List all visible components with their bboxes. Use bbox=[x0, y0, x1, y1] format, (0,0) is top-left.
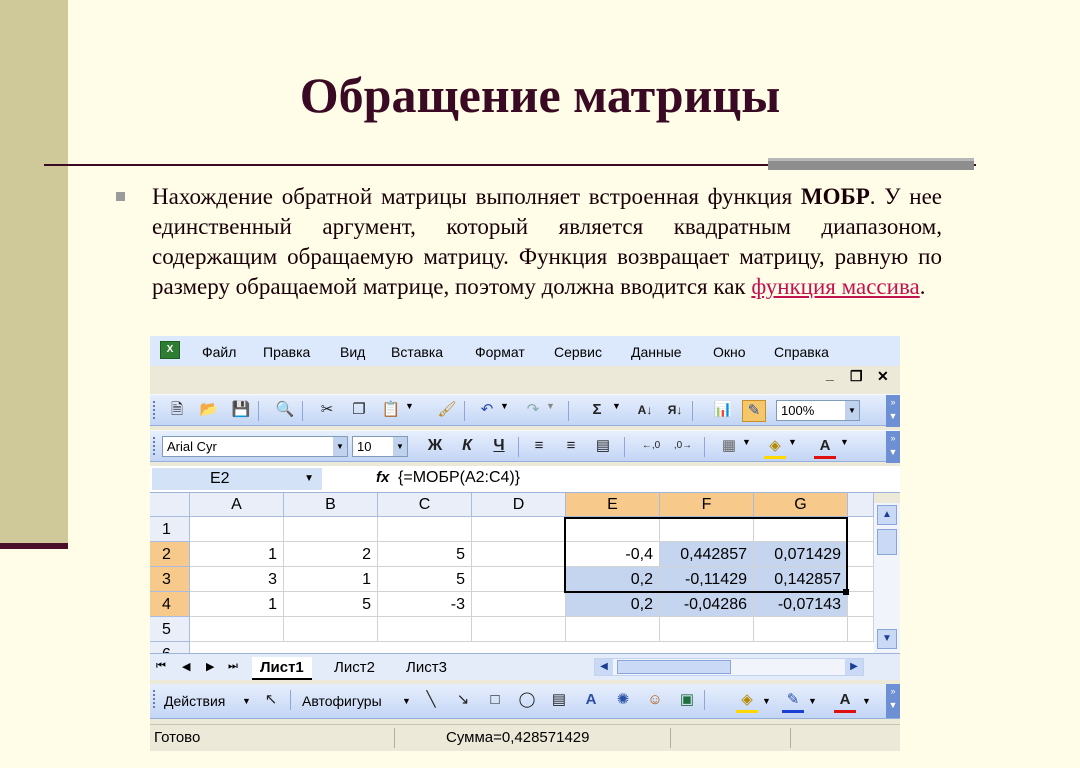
fill-color-icon[interactable]: ◈ bbox=[764, 436, 786, 459]
autoshapes-dropdown-icon[interactable]: ▼ bbox=[402, 696, 411, 706]
toolbar-options-icon[interactable]: » ▼ bbox=[886, 431, 900, 463]
cell-f1[interactable] bbox=[660, 517, 754, 542]
toolbar-grip[interactable] bbox=[153, 437, 158, 455]
underline-button[interactable]: Ч bbox=[493, 437, 505, 454]
column-header-g[interactable]: G bbox=[754, 493, 848, 517]
row-header-1[interactable]: 1 bbox=[150, 517, 190, 542]
toolbar-grip[interactable] bbox=[153, 401, 158, 419]
wordart-icon[interactable]: A bbox=[585, 691, 597, 708]
menu-tools[interactable]: Сервис bbox=[554, 344, 602, 360]
actions-dropdown-icon[interactable]: ▼ bbox=[242, 696, 251, 706]
excel-window bbox=[150, 336, 900, 750]
cell-h1[interactable] bbox=[848, 517, 874, 542]
cell-h5[interactable] bbox=[848, 617, 874, 642]
cell-e3[interactable]: 0,2 bbox=[566, 567, 660, 592]
cut-icon[interactable]: ✂ bbox=[320, 401, 334, 418]
fill-color-icon[interactable]: ◈ bbox=[736, 690, 758, 713]
cell-a3[interactable]: 3 bbox=[190, 567, 284, 592]
drawing-toggle-icon[interactable]: ✎ bbox=[742, 400, 766, 422]
cell-c1[interactable] bbox=[378, 517, 472, 542]
font-color-dropdown-icon[interactable]: ▼ bbox=[862, 696, 871, 706]
cell-g1[interactable] bbox=[754, 517, 848, 542]
cell-e1[interactable] bbox=[566, 517, 660, 542]
menu-view[interactable]: Вид bbox=[340, 344, 366, 360]
row-header-2[interactable]: 2 bbox=[150, 542, 190, 567]
cell-f4[interactable]: -0,04286 bbox=[660, 592, 754, 617]
horizontal-scroll-thumb[interactable] bbox=[617, 660, 731, 674]
cell-a5[interactable] bbox=[190, 617, 284, 642]
toolbar-separator bbox=[258, 401, 259, 421]
chevron-down-icon[interactable]: ▼ bbox=[304, 473, 314, 484]
decrease-decimal-icon[interactable]: ,0→ bbox=[673, 440, 693, 451]
cell-g2[interactable]: 0,071429 bbox=[754, 542, 848, 567]
formula-input[interactable]: {=МОБР(A2:C4)} bbox=[398, 469, 521, 486]
scroll-up-icon[interactable]: ▲ bbox=[877, 505, 897, 525]
clip-art-icon[interactable]: ☺ bbox=[647, 691, 663, 708]
cell-b1[interactable] bbox=[284, 517, 378, 542]
status-divider bbox=[394, 728, 395, 748]
italic-button[interactable]: К bbox=[462, 437, 472, 454]
borders-dropdown-icon[interactable]: ▼ bbox=[742, 437, 751, 447]
chevron-down-icon[interactable]: ▼ bbox=[845, 401, 859, 420]
cell-b3[interactable]: 1 bbox=[284, 567, 378, 592]
row-header-4[interactable]: 4 bbox=[150, 592, 190, 617]
scroll-right-icon[interactable]: ▶ bbox=[845, 659, 863, 675]
cell-h3[interactable] bbox=[848, 567, 874, 592]
rectangle-icon[interactable]: □ bbox=[490, 691, 500, 708]
status-divider bbox=[790, 728, 791, 748]
undo-dropdown-icon[interactable]: ▼ bbox=[500, 401, 509, 411]
toolbar-separator bbox=[302, 401, 303, 421]
worksheet-grid[interactable] bbox=[150, 493, 874, 653]
cell-h2[interactable] bbox=[848, 542, 874, 567]
merge-center-icon[interactable]: ▤ bbox=[595, 437, 611, 454]
bullet-icon bbox=[116, 192, 125, 201]
borders-icon[interactable]: ▦ bbox=[721, 437, 737, 454]
toolbar-separator bbox=[704, 690, 705, 710]
scroll-left-icon[interactable]: ◀ bbox=[595, 659, 613, 675]
paste-icon[interactable]: 📋 bbox=[381, 401, 401, 418]
status-ready: Готово bbox=[154, 729, 201, 746]
font-color-dropdown-icon[interactable]: ▼ bbox=[840, 437, 849, 447]
formula-bar bbox=[150, 466, 900, 493]
fill-color-dropdown-icon[interactable]: ▼ bbox=[788, 437, 797, 447]
oval-icon[interactable]: ◯ bbox=[518, 691, 536, 708]
paragraph-text-1: Нахождение обратной матрицы выполняет встроенная функция bbox=[152, 184, 801, 209]
column-header-next[interactable] bbox=[848, 493, 874, 517]
sheet-tab-1[interactable]: Лист1 bbox=[252, 657, 312, 680]
bold-button[interactable]: Ж bbox=[427, 437, 443, 454]
menu-insert[interactable]: Вставка bbox=[391, 344, 444, 360]
line-color-dropdown-icon[interactable]: ▼ bbox=[808, 696, 817, 706]
line-color-icon[interactable]: ✎ bbox=[782, 690, 804, 713]
paragraph-text-3: . bbox=[919, 274, 926, 299]
next-sheet-icon[interactable]: ▶ bbox=[206, 661, 215, 673]
column-header-a[interactable]: A bbox=[190, 493, 284, 517]
fill-color-dropdown-icon[interactable]: ▼ bbox=[762, 696, 771, 706]
actions-menu[interactable]: Действия bbox=[164, 693, 226, 709]
vertical-scroll-thumb[interactable] bbox=[877, 529, 897, 555]
cell-c4[interactable]: -3 bbox=[378, 592, 472, 617]
font-color-icon[interactable]: A bbox=[834, 690, 856, 713]
zoom-select[interactable] bbox=[776, 400, 860, 421]
cell-c2[interactable]: 5 bbox=[378, 542, 472, 567]
redo-icon[interactable]: ↷ bbox=[526, 401, 540, 418]
title-rule-accent bbox=[768, 158, 974, 170]
toolbar-separator bbox=[290, 690, 291, 710]
cell-e2[interactable]: -0,4 bbox=[566, 542, 660, 567]
last-sheet-icon[interactable]: ⏭ bbox=[228, 660, 238, 672]
cell-g4[interactable]: -0,07143 bbox=[754, 592, 848, 617]
menu-window[interactable]: Окно bbox=[713, 344, 746, 360]
cell-d4[interactable] bbox=[472, 592, 566, 617]
row-header-5[interactable]: 5 bbox=[150, 617, 190, 642]
cell-a2[interactable]: 1 bbox=[190, 542, 284, 567]
toolbar-grip[interactable] bbox=[153, 690, 158, 708]
cell-b2[interactable]: 2 bbox=[284, 542, 378, 567]
cell-f2[interactable]: 0,442857 bbox=[660, 542, 754, 567]
name-box-value: E2 bbox=[210, 470, 230, 487]
undo-icon[interactable]: ↶ bbox=[480, 401, 494, 418]
new-document-icon[interactable]: 🗎 bbox=[170, 401, 184, 418]
name-box[interactable] bbox=[152, 468, 322, 490]
autosum-icon[interactable]: Σ bbox=[592, 401, 602, 418]
toolbar-separator bbox=[692, 401, 693, 421]
font-select[interactable] bbox=[162, 436, 348, 457]
first-sheet-icon[interactable]: ⏮ bbox=[156, 660, 166, 672]
line-icon[interactable]: ╲ bbox=[426, 691, 436, 708]
cell-d1[interactable] bbox=[472, 517, 566, 542]
cell-f5[interactable] bbox=[660, 617, 754, 642]
fill-handle[interactable] bbox=[843, 589, 849, 595]
drawing-toolbar bbox=[150, 684, 900, 719]
diagram-icon[interactable]: ✺ bbox=[616, 691, 630, 708]
restore-icon[interactable]: ❐ bbox=[850, 368, 863, 384]
menu-edit[interactable]: Правка bbox=[263, 344, 311, 360]
font-size-select[interactable] bbox=[352, 436, 408, 457]
menu-file[interactable]: Файл bbox=[202, 344, 237, 360]
horizontal-scrollbar[interactable] bbox=[594, 658, 864, 676]
standard-toolbar bbox=[150, 394, 900, 426]
slide-paragraph bbox=[152, 182, 942, 302]
minimize-icon[interactable]: _ bbox=[826, 366, 834, 382]
menu-bar bbox=[150, 336, 900, 366]
font-color-icon[interactable]: A bbox=[814, 436, 836, 459]
status-sum: Сумма=0,428571429 bbox=[446, 729, 590, 746]
sheet-tab-3[interactable]: Лист3 bbox=[406, 659, 447, 676]
status-bar bbox=[150, 724, 900, 751]
cell-f3[interactable]: -0,11429 bbox=[660, 567, 754, 592]
slide-side-line bbox=[0, 543, 68, 549]
previous-sheet-icon[interactable]: ◀ bbox=[182, 661, 191, 673]
open-folder-icon[interactable]: 📂 bbox=[199, 401, 219, 418]
paste-dropdown-icon[interactable]: ▼ bbox=[405, 401, 414, 411]
array-function-link[interactable]: функция массива bbox=[751, 274, 920, 299]
insert-picture-icon[interactable]: ▣ bbox=[679, 691, 695, 708]
toolbar-separator bbox=[464, 401, 465, 421]
column-header-c[interactable]: C bbox=[378, 493, 472, 517]
cell-c5[interactable] bbox=[378, 617, 472, 642]
status-divider bbox=[670, 728, 671, 748]
format-painter-icon[interactable]: 🖌 bbox=[437, 401, 457, 418]
cell-g5[interactable] bbox=[754, 617, 848, 642]
chevron-down-icon[interactable]: ▼ bbox=[393, 437, 407, 456]
toolbar-separator bbox=[568, 401, 569, 421]
cell-e4[interactable]: 0,2 bbox=[566, 592, 660, 617]
cell-e5[interactable] bbox=[566, 617, 660, 642]
select-all-corner[interactable] bbox=[150, 493, 190, 517]
slide-title: Обращение матрицы bbox=[299, 67, 781, 123]
copy-icon[interactable]: ❐ bbox=[352, 401, 366, 418]
close-icon[interactable]: ✕ bbox=[877, 368, 889, 384]
scroll-down-icon[interactable]: ▼ bbox=[877, 629, 897, 649]
cell-b5[interactable] bbox=[284, 617, 378, 642]
menu-help[interactable]: Справка bbox=[774, 344, 829, 360]
sheet-tab-bar bbox=[150, 653, 900, 680]
cell-c3[interactable]: 5 bbox=[378, 567, 472, 592]
cell-a1[interactable] bbox=[190, 517, 284, 542]
align-left-icon[interactable]: ≡ bbox=[534, 437, 544, 454]
autoshapes-menu[interactable]: Автофигуры bbox=[302, 693, 382, 709]
sheet-tab-2[interactable]: Лист2 bbox=[334, 659, 375, 676]
toolbar-separator bbox=[518, 437, 519, 457]
column-header-e[interactable]: E bbox=[566, 493, 660, 517]
increase-decimal-icon[interactable]: ←,0 bbox=[641, 440, 661, 451]
cell-d3[interactable] bbox=[472, 567, 566, 592]
vertical-scrollbar[interactable] bbox=[874, 503, 900, 653]
font-value: Arial Cyr bbox=[167, 439, 217, 454]
column-header-d[interactable]: D bbox=[472, 493, 566, 517]
text-box-icon[interactable]: ▤ bbox=[551, 691, 567, 708]
function-name: МОБР bbox=[800, 184, 870, 209]
insert-function-icon[interactable]: fx bbox=[376, 469, 390, 486]
font-size-value: 10 bbox=[357, 439, 372, 454]
paragraph-text-2: . У нее единственный аргумент, который является квадратным диапазоном, содержащим обращаемую матрицу. Функция возвращает матрицу, равную по размеру обращаемой матрице, поэтому должна вводится как bbox=[152, 184, 942, 299]
save-icon[interactable]: 💾 bbox=[231, 401, 251, 418]
column-header-f[interactable]: F bbox=[660, 493, 754, 517]
toolbar-separator bbox=[624, 437, 625, 457]
sort-descending-icon[interactable]: Я↓ bbox=[667, 403, 683, 417]
formatting-toolbar bbox=[150, 430, 900, 462]
chevron-down-icon[interactable]: ▼ bbox=[333, 437, 347, 456]
cell-h4[interactable] bbox=[848, 592, 874, 617]
toolbar-options-icon[interactable]: » ▼ bbox=[886, 684, 900, 718]
toolbar-options-icon[interactable]: » ▼ bbox=[886, 395, 900, 427]
align-center-icon[interactable]: ≡ bbox=[566, 437, 576, 454]
cell-d5[interactable] bbox=[472, 617, 566, 642]
zoom-value: 100% bbox=[781, 403, 815, 418]
cell-g3[interactable]: 0,142857 bbox=[754, 567, 848, 592]
cell-b4[interactable]: 5 bbox=[284, 592, 378, 617]
menu-data[interactable]: Данные bbox=[631, 344, 682, 360]
column-header-b[interactable]: B bbox=[284, 493, 378, 517]
cell-a4[interactable]: 1 bbox=[190, 592, 284, 617]
excel-app-icon[interactable]: X bbox=[160, 341, 180, 359]
autosum-dropdown-icon[interactable]: ▼ bbox=[612, 401, 621, 411]
redo-dropdown-icon[interactable]: ▼ bbox=[546, 401, 555, 411]
menu-format[interactable]: Формат bbox=[475, 344, 525, 360]
row-header-3[interactable]: 3 bbox=[150, 567, 190, 592]
arrow-icon[interactable]: ↘ bbox=[456, 691, 470, 708]
cell-d2[interactable] bbox=[472, 542, 566, 567]
toolbar-separator bbox=[704, 437, 705, 457]
chart-wizard-icon[interactable]: 📊 bbox=[713, 401, 733, 418]
sort-ascending-icon[interactable]: A↓ bbox=[637, 403, 653, 417]
select-objects-icon[interactable]: ↖ bbox=[264, 691, 278, 708]
print-preview-icon[interactable]: 🔍 bbox=[275, 401, 295, 418]
